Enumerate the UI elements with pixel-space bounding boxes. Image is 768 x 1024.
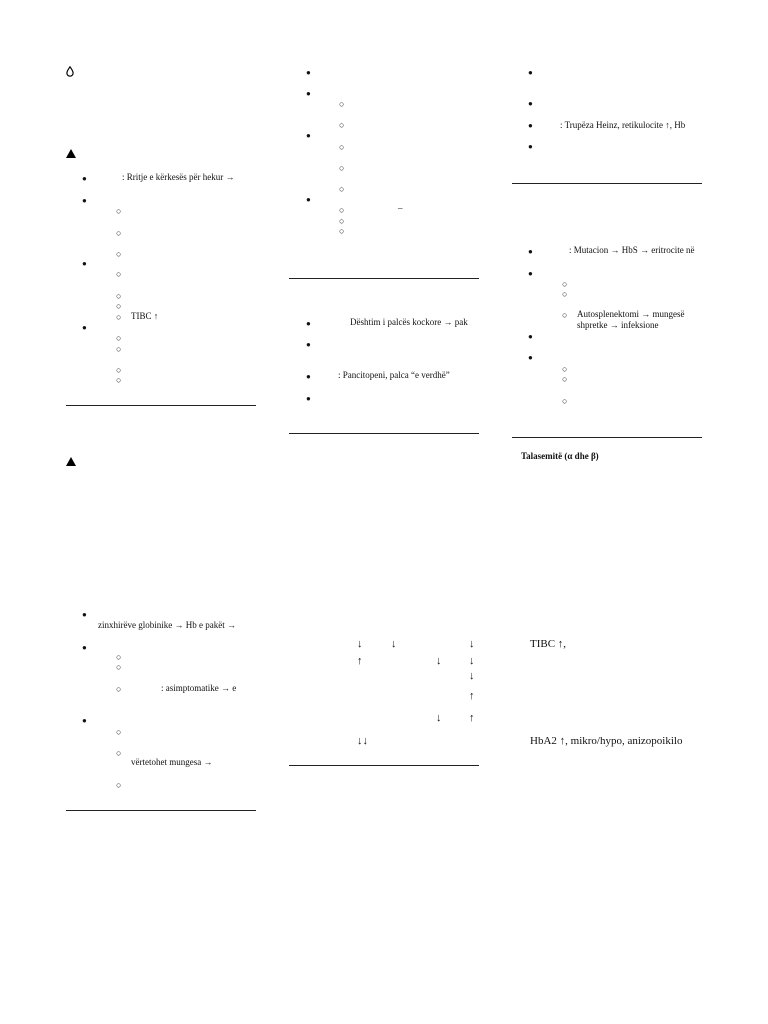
arrow-cell: ↓↓: [357, 735, 368, 747]
bullet: ●: [82, 174, 87, 183]
sub-bullet: ○: [116, 333, 122, 343]
arrow-cell: ↓: [469, 655, 475, 667]
bullet: ●: [306, 394, 311, 403]
sub-bullet: ○: [339, 142, 345, 152]
sub-bullet: ○: [562, 310, 568, 320]
arrow-cell: ↓: [469, 670, 475, 682]
sub-bullet: ○: [116, 249, 122, 259]
bullet: ●: [82, 643, 87, 652]
bullet: ●: [82, 196, 87, 205]
sub-bullet: ○: [116, 684, 122, 694]
arrow-cell: ↓: [436, 655, 442, 667]
sub-bullet: ○: [339, 99, 345, 109]
bullet: ●: [306, 131, 311, 140]
warning-triangle-icon: [66, 457, 76, 466]
bullet: ●: [528, 353, 533, 362]
bullet: ●: [528, 142, 533, 151]
sub-bullet: ○: [116, 375, 122, 385]
sub-bullet: ○: [116, 662, 122, 672]
arrow-cell: ↑: [469, 712, 475, 724]
hbs-text: : Mutacion → HbS → eritrocite në: [569, 245, 695, 255]
tibc-text: TIBC ↑: [131, 311, 159, 321]
bullet: ●: [82, 259, 87, 268]
marrow-damage-text: Dështim i palcës kockore → pak: [350, 317, 468, 327]
sub-bullet: ○: [116, 652, 122, 662]
bullet: ●: [528, 99, 533, 108]
sub-bullet: ○: [562, 289, 568, 299]
thalassemia-heading: Talasemitë (α dhe β): [521, 451, 599, 461]
bullet: ●: [306, 68, 311, 77]
sub-bullet: ○: [116, 301, 122, 311]
sub-bullet: ○: [116, 344, 122, 354]
drop-icon: [66, 66, 74, 77]
sub-bullet: ○: [116, 748, 122, 758]
bullet: ●: [82, 716, 87, 725]
sub-bullet: ○: [116, 727, 122, 737]
splenectomy-text-line-2: shpretke → infeksione: [577, 320, 659, 330]
sub-bullet: ○: [339, 120, 345, 130]
dash-text: –: [398, 203, 403, 213]
section-divider: [289, 765, 479, 766]
section-divider: [66, 405, 256, 406]
section-divider: [289, 278, 479, 279]
section-divider: [66, 810, 256, 811]
sub-bullet: ○: [339, 226, 345, 236]
bullet: ●: [306, 372, 311, 381]
sub-bullet: ○: [339, 216, 345, 226]
bullet: ●: [306, 195, 311, 204]
sub-bullet: ○: [116, 291, 122, 301]
column-3: [512, 0, 768, 1024]
sub-bullet: ○: [339, 205, 345, 215]
bullet: ●: [528, 269, 533, 278]
hba2-text: HbA2 ↑, mikro/hypo, anizopoikilo: [530, 735, 683, 747]
pancytopenia-text: : Pancitopeni, palca “e verdhë”: [338, 370, 450, 380]
arrow-cell: ↑: [357, 655, 363, 667]
bullet: ●: [306, 340, 311, 349]
sub-bullet: ○: [116, 228, 122, 238]
bullet: ●: [528, 121, 533, 130]
splenectomy-text-line-1: Autosplenektomi → mungesë: [577, 309, 685, 319]
bullet: ●: [528, 247, 533, 256]
globin-chain-text: zinxhirëve globinike → Hb e pakët →: [98, 620, 236, 630]
column-2: [256, 0, 512, 1024]
section-divider: [512, 183, 702, 184]
bullet: ●: [82, 610, 87, 619]
arrow-cell: ↓: [391, 638, 397, 650]
section-divider: [512, 437, 702, 438]
sub-bullet: ○: [562, 279, 568, 289]
sub-bullet: ○: [116, 780, 122, 790]
heinz-text: : Trupëza Heinz, retikulocite ↑, Hb: [560, 120, 686, 130]
sub-bullet: ○: [116, 206, 122, 216]
column-1: [0, 0, 256, 1024]
bullet: ●: [82, 323, 87, 332]
sub-bullet: ○: [562, 396, 568, 406]
iron-need-text: : Rritje e kërkesës për hekur →: [122, 172, 235, 182]
bullet: ●: [528, 68, 533, 77]
confirmed-text: vërtetohet mungesa →: [131, 757, 213, 767]
arrow-cell: ↑: [469, 690, 475, 702]
sub-bullet: ○: [116, 365, 122, 375]
bullet: ●: [306, 319, 311, 328]
arrow-cell: ↓: [357, 638, 363, 650]
sub-bullet: ○: [562, 374, 568, 384]
arrow-cell: ↓: [436, 712, 442, 724]
sub-bullet: ○: [562, 364, 568, 374]
warning-triangle-icon: [66, 149, 76, 158]
arrow-cell: ↓: [469, 638, 475, 650]
sub-bullet: ○: [116, 269, 122, 279]
asymptomatic-text: : asimptomatike → e: [161, 683, 237, 693]
sub-bullet: ○: [339, 163, 345, 173]
section-divider: [289, 433, 479, 434]
tibc-text: TIBC ↑,: [530, 638, 567, 650]
bullet: ●: [528, 332, 533, 341]
sub-bullet: ○: [339, 184, 345, 194]
bullet: ●: [306, 89, 311, 98]
sub-bullet: ○: [116, 312, 122, 322]
